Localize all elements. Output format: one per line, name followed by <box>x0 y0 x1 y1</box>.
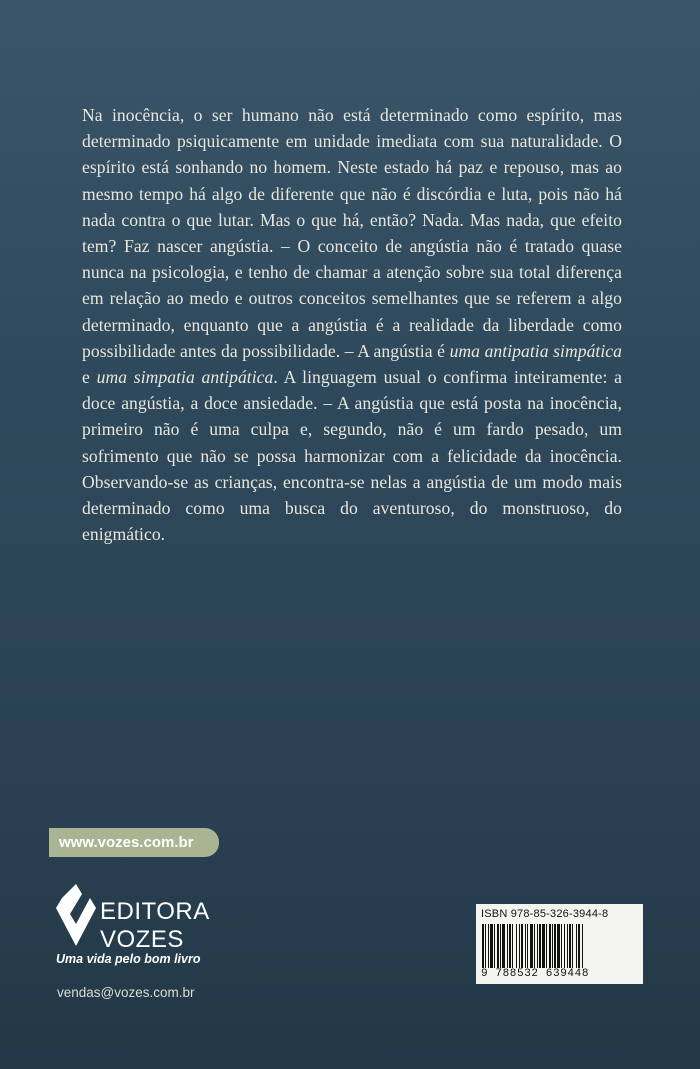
blurb-segment-1: Na inocência, o ser humano não está determinado como espírito, mas determinado psiquicamente em unidade imediata com sua naturalidade. O espírito está sonhando no homem. Neste estado há paz e repouso, mas ao mesmo tempo há algo de diferente que não é discórdia e luta, pois não há nada contra o que lutar. Mas o que há, então? Nada. Mas nada, que efeito tem? Faz nascer angústia. – O conceito de angústia não é tratado quase nunca na psicologia, e tenho de chamar a atenção sobre sua total diferença em relação ao medo e outros conceitos semelhantes que se referem a algo determinado, enquanto que a angústia é a realidade da liberdade como possibilidade antes da possibilidade. – A angústia é <box>82 105 622 361</box>
blurb-segment-3: . A linguagem usual o confirma inteiramente: a doce angústia, a doce ansiedade. – A angústia que está posta na inocência, primeiro não é uma culpa e, segundo, não é um fardo pesado, um sofrimento que não se possa harmonizar com a felicidade da inocência. Observando-se as crianças, encontra-se nelas a angústia de um modo mais determinado como uma busca do aventuroso, do monstruoso, do enigmático. <box>82 367 623 545</box>
publisher-name-line1: EDITORA <box>100 898 210 925</box>
publisher-name-line2: VOZES <box>100 926 184 953</box>
isbn-barcode-box <box>476 904 643 984</box>
publisher-tagline: Uma vida pelo bom livro <box>56 952 201 966</box>
blurb-italic-1: uma antipatia simpática <box>449 340 622 361</box>
sales-email: vendas@vozes.com.br <box>57 985 195 1000</box>
isbn-digits: 9 788532 639448 <box>481 968 638 980</box>
blurb-paragraph <box>82 102 622 547</box>
blurb-italic-2: uma simpatia antipática <box>96 367 274 388</box>
website-url: www.vozes.com.br <box>49 828 219 857</box>
blurb-segment-2: e <box>82 367 97 388</box>
vozes-v-icon <box>56 884 98 946</box>
isbn-label: ISBN 978-85-326-3944-8 <box>481 908 609 920</box>
blurb-text <box>82 102 622 547</box>
